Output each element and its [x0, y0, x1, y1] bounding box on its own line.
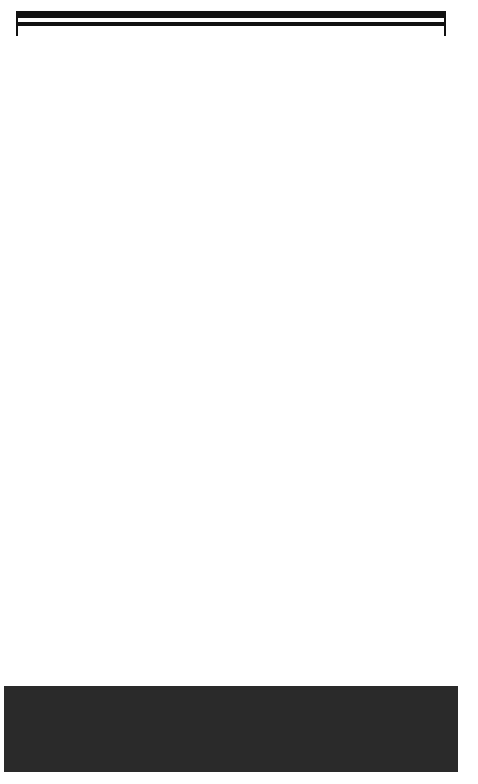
footnotes: [18, 26, 444, 36]
thick-divider: [16, 11, 446, 18]
facts-table: [16, 18, 446, 36]
supplement-facts-panel: [10, 6, 446, 36]
ingredients-box: [4, 686, 458, 772]
